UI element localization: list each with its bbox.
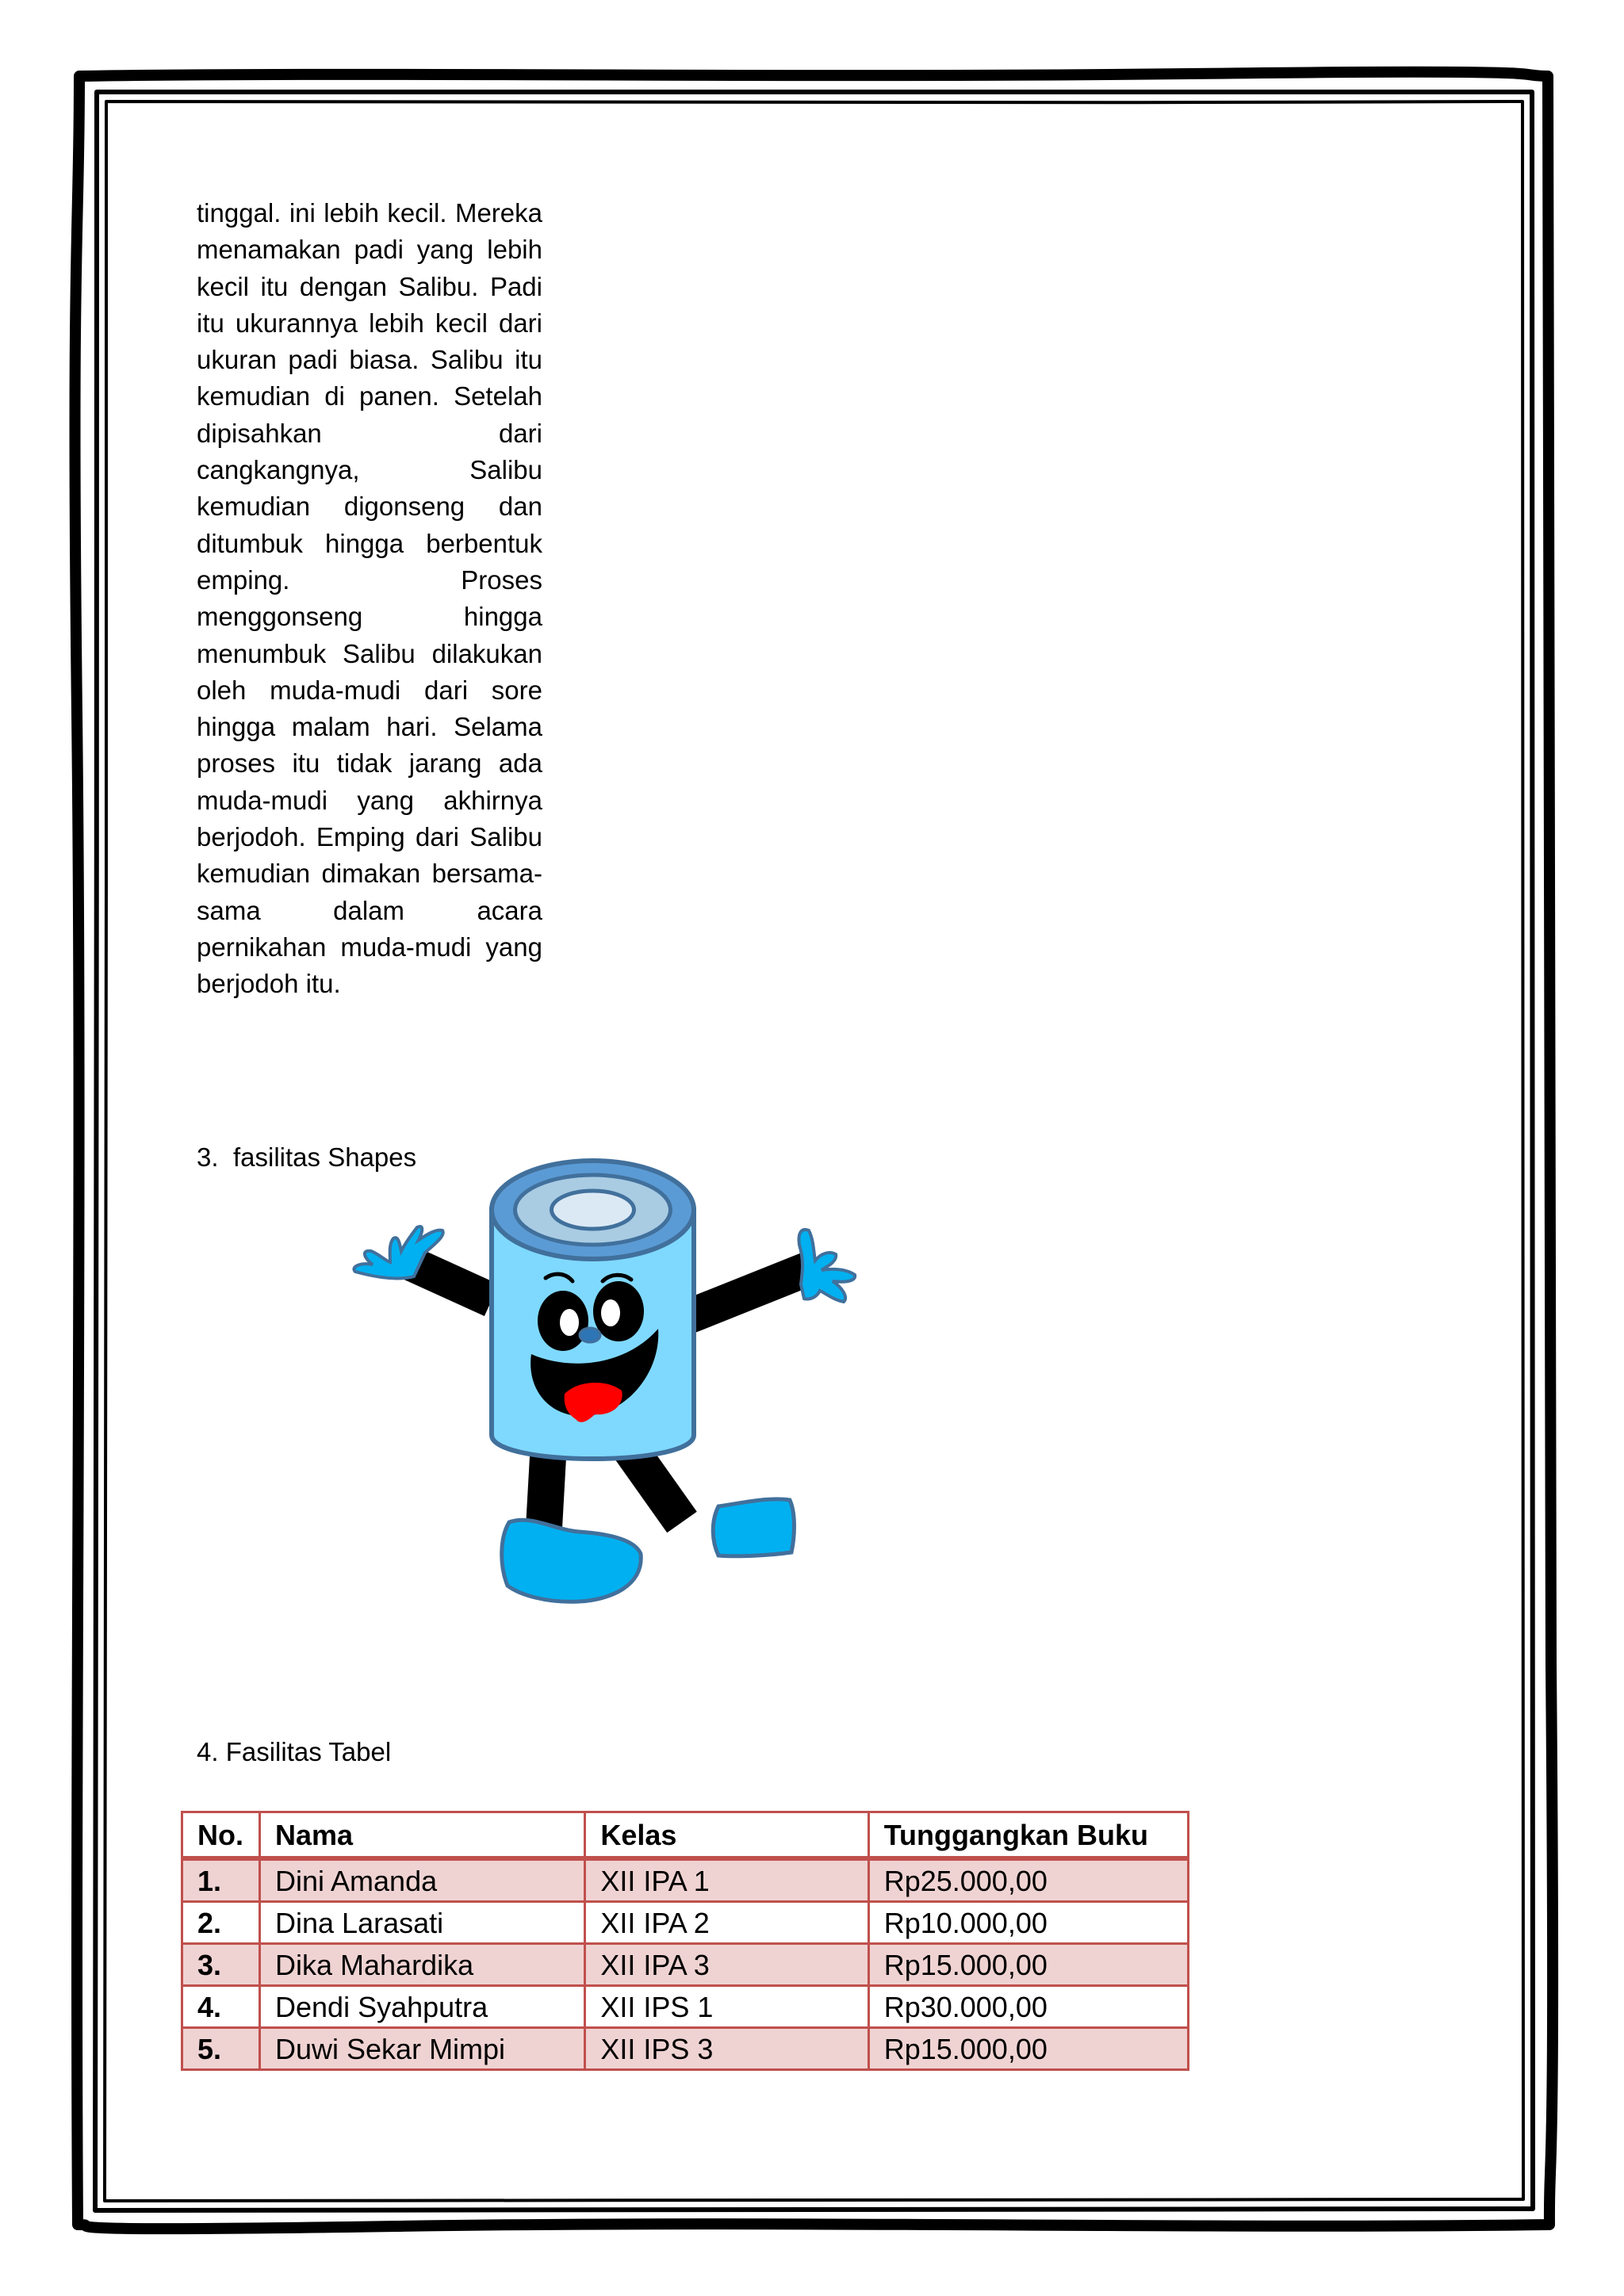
right-arm [690, 1269, 809, 1316]
section-heading-table: 4. Fasilitas Tabel [197, 1737, 392, 1766]
cell-tunggakan: Rp25.000,00 [868, 1858, 1188, 1902]
header-tunggakan: Tunggangkan Buku [868, 1812, 1188, 1859]
can-mascot-illustration [341, 1142, 880, 1633]
cell-kelas: XII IPA 1 [585, 1858, 868, 1902]
book-arrears-table [181, 1811, 1189, 2071]
header-nama: Nama [260, 1812, 585, 1859]
table-row [182, 1986, 1189, 2028]
nose [580, 1328, 600, 1342]
table-row [182, 1858, 1189, 1902]
table-row [182, 1944, 1189, 1986]
right-hand-icon [799, 1230, 856, 1302]
section-number: 3. [197, 1142, 219, 1172]
cell-tunggakan: Rp15.000,00 [868, 2028, 1188, 2070]
right-eye-white [601, 1299, 620, 1326]
left-shoe-icon [502, 1520, 642, 1601]
left-eye-white [560, 1309, 579, 1336]
table-row [182, 2028, 1189, 2070]
cell-no: 3. [182, 1944, 260, 1986]
cell-no: 2. [182, 1902, 260, 1944]
body-paragraph: tinggal. ini lebih kecil. Mereka menamakan padi yang lebih kecil itu dengan Salibu. Padi itu ukurannya lebih kecil dari ukuran padi biasa. Salibu itu kemudian di panen. Setelah dipisahkan dari cangkangnya, Salibu kemudian digonseng dan ditumbuk hingga berbentuk emping. Proses menggonseng hingga menumbuk Salibu dilakukan oleh muda-mudi dari sore hingga malam hari. Selama proses itu tidak jarang ada muda-mudi yang akhirnya berjodoh. Emping dari Salibu kemudian dimakan bersama-sama dalam acara pernikahan muda-mudi yang berjodoh itu. [197, 198, 542, 999]
cell-tunggakan: Rp15.000,00 [868, 1944, 1188, 1986]
cell-kelas: XII IPA 2 [585, 1902, 868, 1944]
cell-nama: Dini Amanda [260, 1858, 585, 1902]
cell-kelas: XII IPS 3 [585, 2028, 868, 2070]
cell-no: 1. [182, 1858, 260, 1902]
cell-nama: Dika Mahardika [260, 1944, 585, 1986]
cell-kelas: XII IPA 3 [585, 1944, 868, 1986]
header-kelas: Kelas [585, 1812, 868, 1859]
table-row [182, 1902, 1189, 1944]
cell-tunggakan: Rp10.000,00 [868, 1902, 1188, 1944]
cell-no: 4. [182, 1986, 260, 2028]
cell-no: 5. [182, 2028, 260, 2070]
header-no: No. [182, 1812, 260, 1859]
cell-nama: Duwi Sekar Mimpi [260, 2028, 585, 2070]
section-title: fasilitas Shapes [233, 1142, 417, 1172]
can-lid [552, 1191, 634, 1229]
cell-kelas: XII IPS 1 [585, 1986, 868, 2028]
cell-nama: Dina Larasati [260, 1902, 585, 1944]
cell-nama: Dendi Syahputra [260, 1986, 585, 2028]
table-header-row [182, 1812, 1189, 1859]
right-shoe-icon [713, 1499, 794, 1556]
cell-tunggakan: Rp30.000,00 [868, 1986, 1188, 2028]
